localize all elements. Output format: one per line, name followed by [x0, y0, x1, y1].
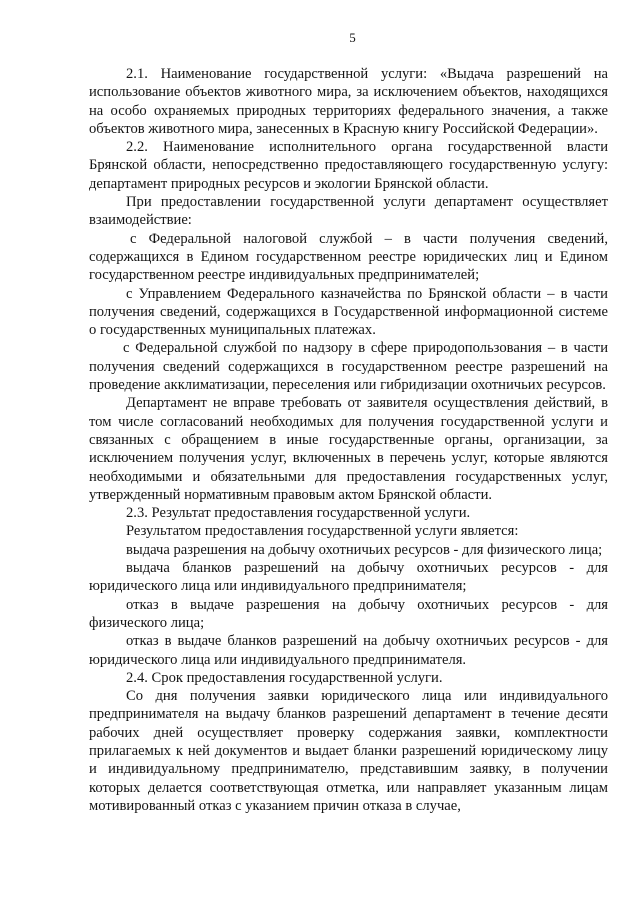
paragraph-2-3-result-heading: 2.3. Результат предоставления государственной услуги.	[126, 505, 471, 522]
paragraph-term-details: Со дня получения заявки юридического лица или индивидуального предпринимателя на выдачу бланков разрешений департамент в течение десяти рабочих дней осуществляет проверку содержания заявки, комплектности прилагаемых к ней документов и выдает бланки разрешений юридическому лицу и индивидуальному предпринимателю, представившим заявку, в получении которых делается соответствующая отметка, или направляет указанным лицам мотивированный отказ с указанием причин отказа в случае,	[89, 688, 608, 814]
paragraph-result-permit-individual: выдача разрешения на добычу охотничьих ресурсов - для физического лица;	[126, 541, 603, 558]
paragraph-2-4-term-heading: 2.4. Срок предоставления государственной услуги.	[126, 669, 443, 686]
paragraph-result-refusal-legal: отказ в выдаче бланков разрешений на добычу охотничьих ресурсов - для юридического лица или индивидуального предпринимателя.	[89, 633, 608, 668]
paragraph-2-2-executive-body: 2.2. Наименование исполнительного органа государственной власти Брянской области, непосредственно предоставляющего государственную услугу: департамент природных ресурсов и экологии Брянской области.	[89, 139, 608, 192]
paragraph-result-intro: Результатом предоставления государственной услуги является:	[126, 523, 519, 540]
paragraph-2-1-service-name: 2.1. Наименование государственной услуги: «Выдача разрешений на использование объектов животного мира, за исключением объектов, находящихся на особо охраняемых природных территориях федерального значения, а также объектов животного мира, занесенных в Красную книгу Российской Федерации».	[89, 66, 608, 137]
paragraph-interaction-intro: При предоставлении государственной услуги департамент осуществляет взаимодействие:	[89, 194, 608, 229]
paragraph-department-restrictions: Департамент не вправе требовать от заявителя осуществления действий, в том числе согласований необходимых для получения государственной услуги и связанных с обращением в иные государственные органы, организации, за исключением получения услуг, включенных в перечень услуг, которые являются необходимыми и обязательными для предоставления государственных услуг, утвержденный нормативным правовым актом Брянской области.	[89, 395, 608, 503]
paragraph-treasury: с Управлением Федерального казначейства по Брянской области – в части получения сведений, содержащихся в Государственной информационной системе о государственных муниципальных платежах.	[89, 285, 608, 339]
paragraph-result-refusal-individual: отказ в выдаче разрешения на добычу охотничьих ресурсов - для физического лица;	[89, 596, 608, 631]
page-number: 5	[349, 30, 356, 45]
paragraph-nature-supervision: с Федеральной службой по надзору в сфере природопользования – в части получения сведений содержащихся в государственном реестре разрешений на проведение акклиматизации, переселения или гибридизации охотничьих ресурсов.	[89, 340, 608, 394]
paragraph-result-blanks-legal: выдача бланков разрешений на добычу охотничьих ресурсов - для юридического лица или индивидуального предпринимателя;	[89, 560, 608, 595]
paragraph-tax-service: с Федеральной налоговой службой – в части получения сведений, содержащихся в Едином государственном реестре юридических лиц и Едином государственном реестре индивидуальных предпринимателей;	[89, 230, 608, 284]
